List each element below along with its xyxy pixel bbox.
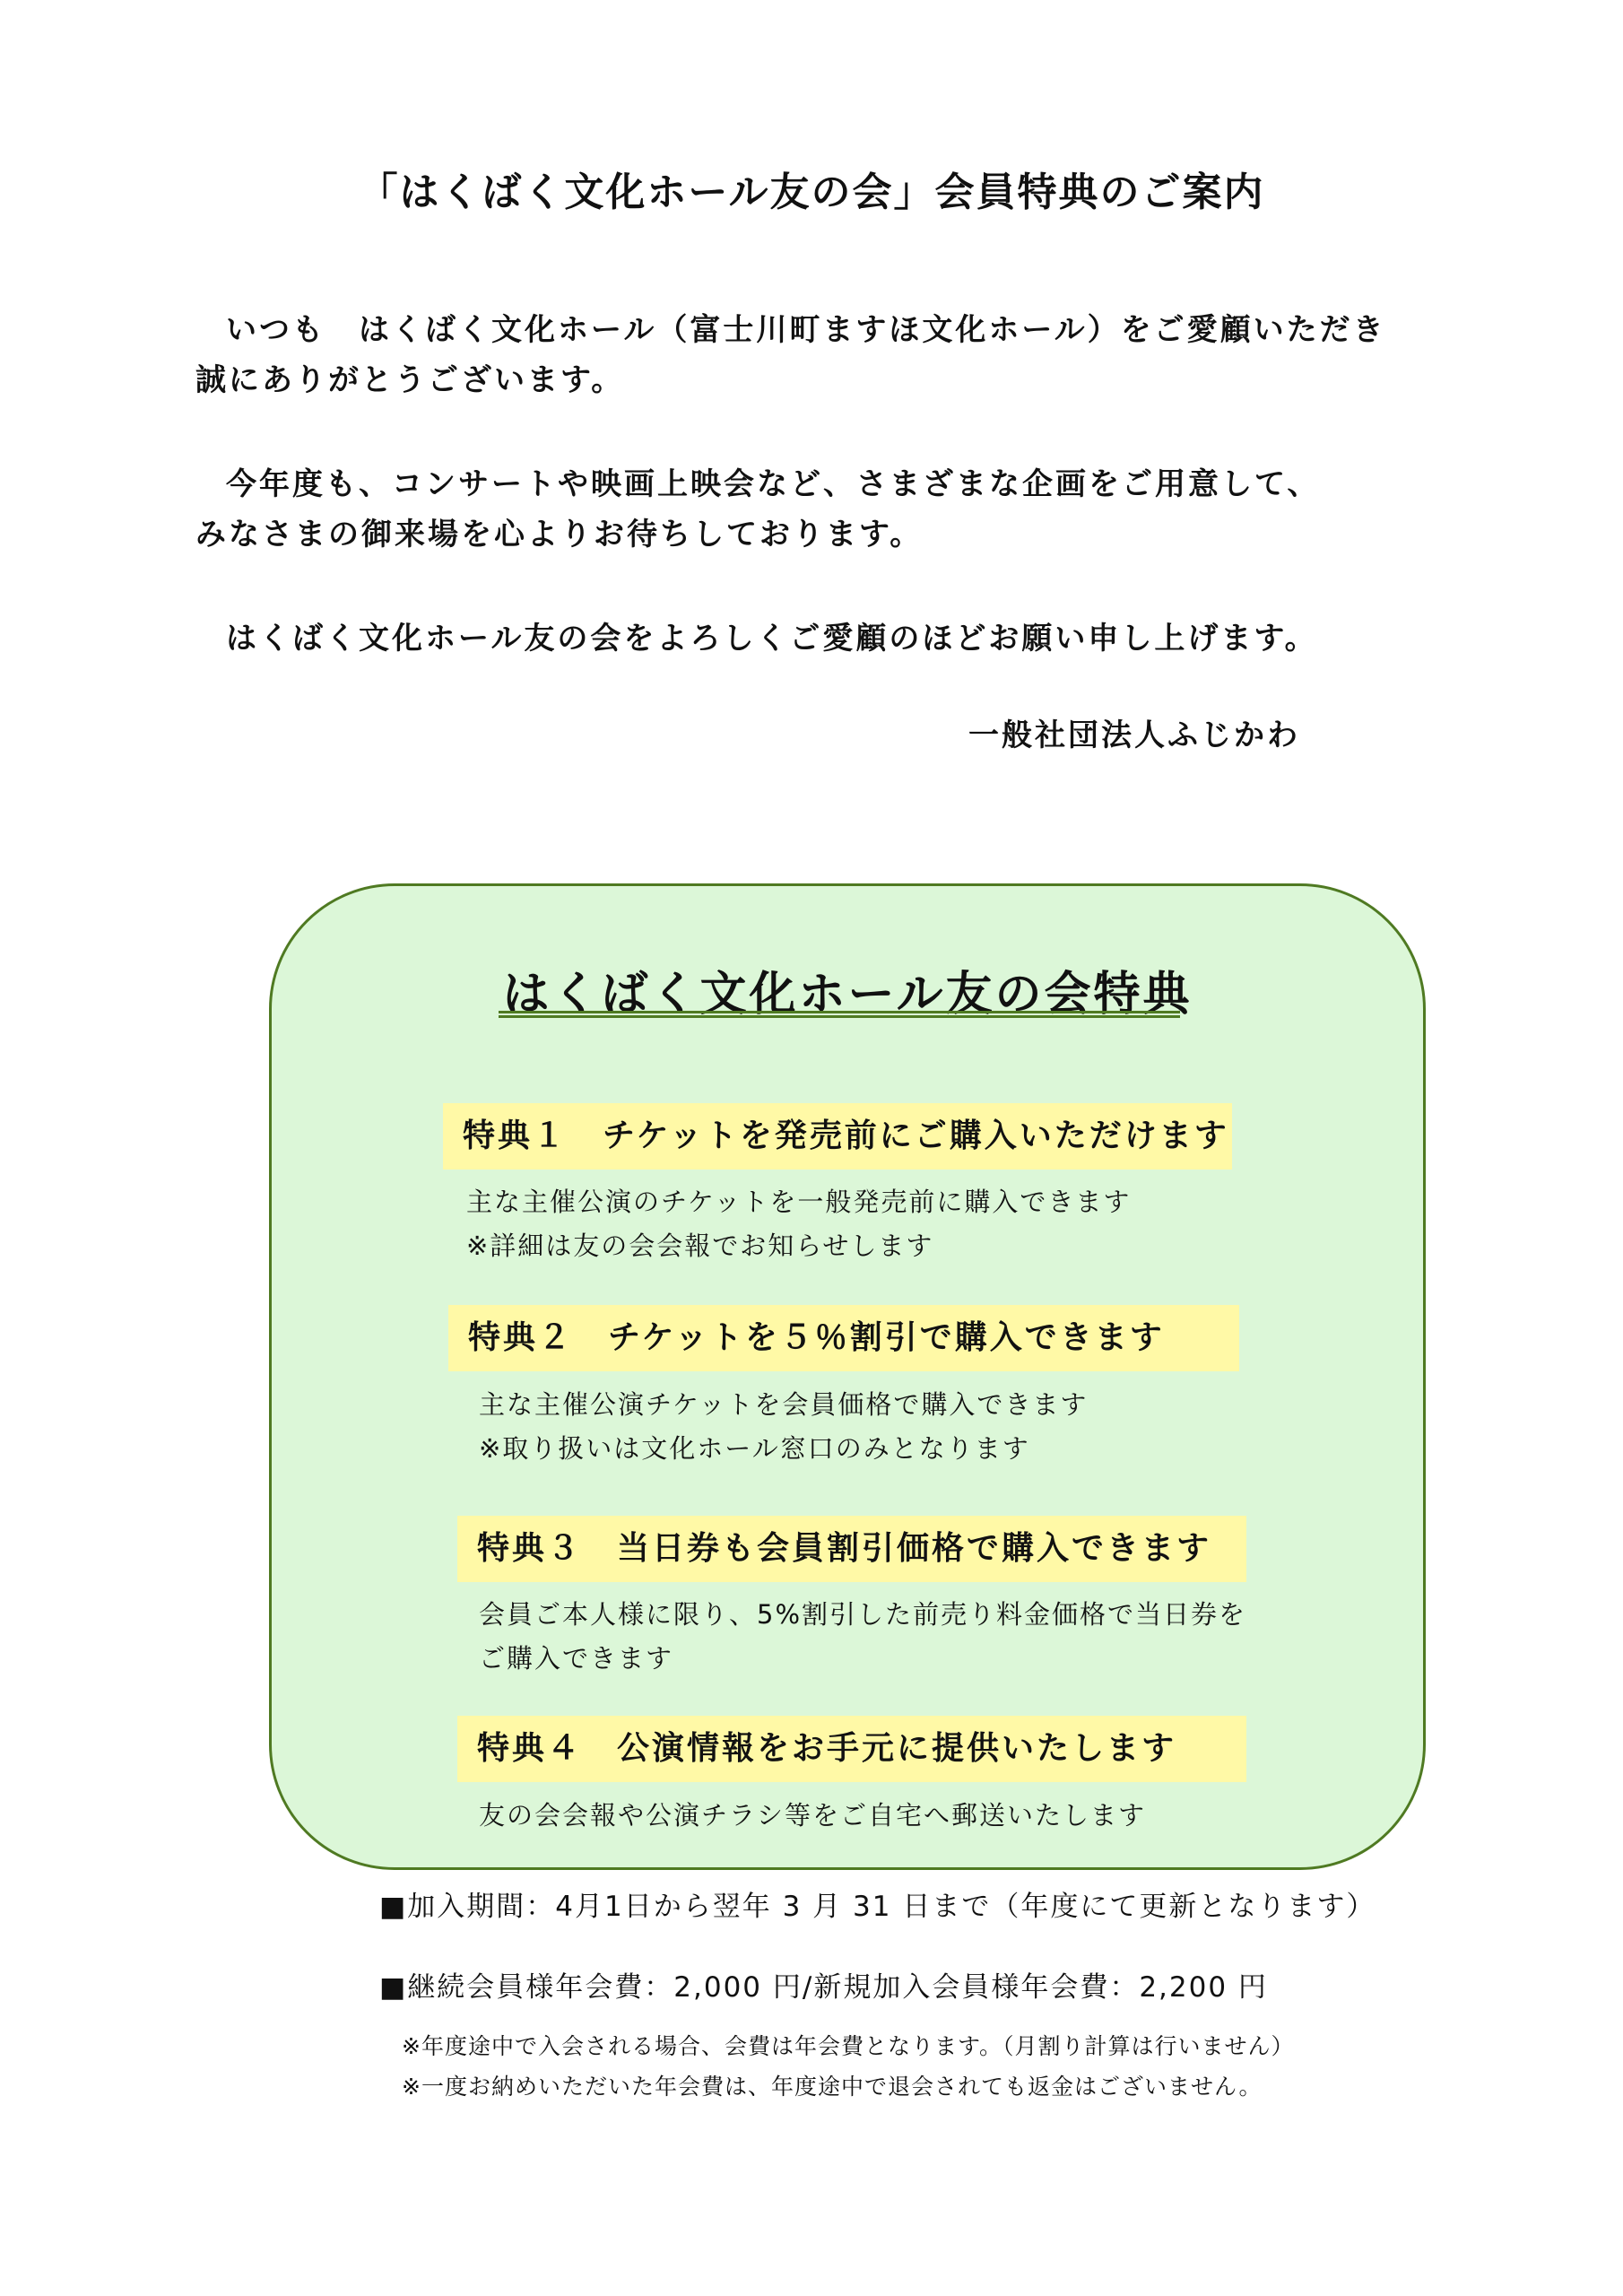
intro-paragraph-3: はくばく文化ホール友の会をよろしくご愛顧のほどお願い申し上げます。 — [226, 621, 1318, 657]
intro-paragraph-1-line-2: 誠にありがとうございます。 — [195, 362, 625, 398]
intro-text — [195, 305, 1451, 718]
membership-period: ■加入期間：4月1日から翌年 3 月 31 日まで（年度にて更新となります） — [379, 1891, 1376, 1923]
benefit-3-description — [479, 1593, 1246, 1681]
benefit-2-heading: 特典２ チケットを５％割引で購入できます — [448, 1305, 1239, 1371]
page-title: 「はくばく文化ホール友の会」会員特典のご案内 — [358, 170, 1265, 215]
benefit-2-description — [479, 1383, 1088, 1471]
benefit-3-line-1: 会員ご本人様に限り、5%割引した前売り料金価格で当日券を — [479, 1599, 1247, 1630]
benefit-2-line-2: ※取り扱いは文化ホール窓口のみとなります — [479, 1433, 1030, 1464]
intro-paragraph-1-line-1: いつも はくばく文化ホール（富士川町ますほ文化ホール）をご愛顧いただき — [226, 312, 1386, 348]
intro-paragraph-2-line-1: 今年度も、コンサートや映画上映会など、さまざまな企画をご用意して、 — [226, 466, 1321, 502]
benefit-4-line-1: 友の会会報や公演チラシ等をご自宅へ郵送いたします — [479, 1800, 1147, 1831]
benefit-2-line-1: 主な主催公演チケットを会員価格で購入できます — [479, 1389, 1089, 1420]
intro-paragraph-2-line-2: みなさまの御来場を心よりお待ちしております。 — [195, 517, 924, 552]
fee-note-2: ※一度お納めいただいた年会費は、年度途中で退会されても返金はございません。 — [402, 2074, 1263, 2100]
benefit-1-heading: 特典１ チケットを発売前にご購入いただけます — [443, 1103, 1232, 1170]
benefits-title: はくばく文化ホール友の会特典 — [502, 968, 1193, 1022]
fee-note-1: ※年度途中で入会される場合、会費は年会費となります。（月割り計算は行いません） — [402, 2033, 1295, 2059]
membership-fee: ■継続会員様年会費：2,000 円/新規加入会員様年会費：2,200 円 — [379, 1971, 1268, 2004]
benefit-1-line-1: 主な主催公演のチケットを一般発売前に購入できます — [466, 1187, 1132, 1217]
benefits-title-underline — [499, 1011, 1180, 1018]
benefit-3-line-2: ご購入できます — [479, 1643, 674, 1674]
benefit-3-heading: 特典３ 当日券も会員割引価格で購入できます — [457, 1516, 1246, 1582]
signature: 一般社団法人ふじかわ — [968, 718, 1300, 753]
benefit-1-line-2: ※詳細は友の会会報でお知らせします — [466, 1231, 934, 1261]
benefit-1-description — [466, 1180, 1131, 1268]
benefit-4-heading: 特典４ 公演情報をお手元に提供いたします — [457, 1716, 1246, 1782]
benefit-4-description — [479, 1794, 1146, 1838]
